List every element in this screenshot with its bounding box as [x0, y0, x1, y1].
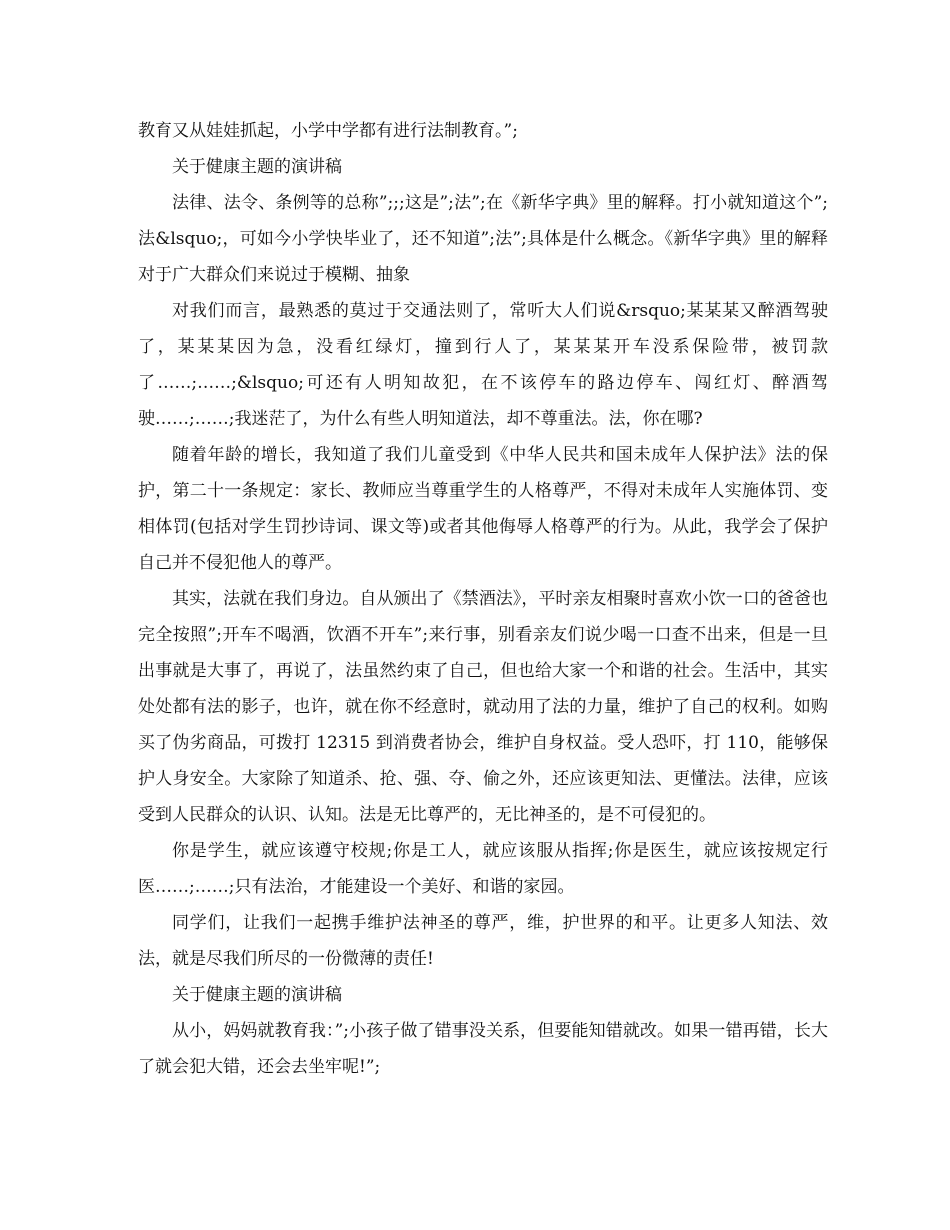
paragraph-2: 法律、法令、条例等的总称”;;;这是”;法”;在《新华字典》里的解释。打小就知道这个”;法&lsquo;，可如今小学快毕业了，还不知道”;法”;具体是什么概念。《新华字典》里的解释对于广大群众们来说过于模糊、抽象	[138, 193, 828, 285]
document-body	[138, 113, 828, 1085]
paragraph-5: 其实，法就在我们身边。自从颁出了《禁酒法》，平时亲友相聚时喜欢小饮一口的爸爸也完全按照”;开车不喝酒，饮酒不开车”;来行事，别看亲友们说少喝一口查不出来，但是一旦出事就是大事了，再说了，法虽然约束了自己，但也给大家一个和谐的社会。生活中，其实处处都有法的影子，也许，就在你不经意时，就动用了法的力量，维护了自己的权利。如购买了伪劣商品，可拨打 12315 到消费者协会，维护自身权益。受人恐吓，打 110，能够保护人身安全。大家除了知道杀、抢、强、夺、偷之外，还应该更知法、更懂法。法律，应该受到人民群众的认识、认知。法是无比尊严的，无比神圣的，是不可侵犯的。	[138, 589, 828, 825]
paragraph-3: 对我们而言，最熟悉的莫过于交通法则了，常听大人们说&rsquo;某某某又醉酒驾驶了，某某某因为急，没看红绿灯，撞到行人了，某某某开车没系保险带，被罚款了……;……;&lsquo;可还有人明知故犯，在不该停车的路边停车、闯红灯、醉酒驾驶……;……;我迷茫了，为什么有些人明知道法，却不尊重法。法，你在哪?	[138, 301, 828, 429]
section-heading-2: 关于健康主题的演讲稿	[172, 985, 342, 1005]
paragraph-1: 教育又从娃娃抓起，小学中学都有进行法制教育。”;	[138, 121, 518, 141]
paragraph-4: 随着年龄的增长，我知道了我们儿童受到《中华人民共和国未成年人保护法》法的保护，第二十一条规定：家长、教师应当尊重学生的人格尊严，不得对未成年人实施体罚、变相体罚(包括对学生罚抄诗词、课文等)或者其他侮辱人格尊严的行为。从此，我学会了保护自己并不侵犯他人的尊严。	[138, 445, 828, 573]
paragraph-7: 同学们，让我们一起携手维护法神圣的尊严，维，护世界的和平。让更多人知法、效法，就是尽我们所尽的一份微薄的责任!	[138, 913, 828, 969]
paragraph-8: 从小，妈妈就教育我：”;小孩子做了错事没关系，但要能知错就改。如果一错再错，长大了就会犯大错，还会去坐牢呢!”;	[138, 1021, 828, 1077]
paragraph-6: 你是学生，就应该遵守校规;你是工人，就应该服从指挥;你是医生，就应该按规定行医……;……;只有法治，才能建设一个美好、和谐的家园。	[138, 841, 828, 897]
section-heading-1: 关于健康主题的演讲稿	[172, 157, 342, 177]
